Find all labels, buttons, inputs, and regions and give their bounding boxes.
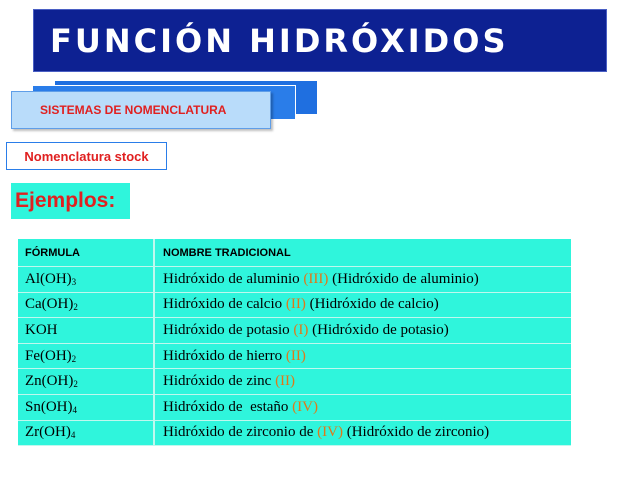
name-cell: [154, 420, 571, 446]
stock-label: Nomenclatura stock: [24, 148, 149, 164]
formula-base: Zr(OH): [25, 424, 71, 441]
formula-subscript: 2: [71, 353, 77, 364]
table-row: [18, 394, 571, 420]
hydroxides-table: [18, 239, 571, 446]
table-row: [18, 292, 571, 318]
formula-base: Sn(OH): [25, 398, 73, 415]
formula-subscript: 2: [73, 379, 78, 390]
formula-subscript: 2: [73, 302, 78, 313]
name-cell: [154, 292, 571, 318]
formula-cell: [18, 267, 154, 293]
systems-label: SISTEMAS DE NOMENCLATURA: [40, 103, 227, 117]
formula-cell: [18, 420, 154, 446]
name-alt-text: (Hidróxido de zirconio): [342, 424, 490, 441]
name-text: Hidróxido de calcio: [163, 296, 286, 313]
valence-text: (II): [275, 373, 296, 390]
formula-cell: [18, 343, 154, 369]
table-header-row: [18, 239, 571, 267]
name-cell: [154, 318, 571, 344]
page-title: FUNCIÓN HIDRÓXIDOS: [50, 21, 509, 60]
title-banner: [33, 9, 607, 72]
stock-label-box: [6, 142, 167, 170]
examples-label: Ejemplos:: [15, 189, 116, 212]
table-row: [18, 420, 571, 446]
name-text: Hidróxido de aluminio: [163, 270, 304, 287]
header-name: NOMBRE TRADICIONAL: [154, 239, 571, 267]
valence-text: (IV): [292, 398, 318, 415]
name-text: Hidróxido de potasio: [163, 321, 294, 338]
formula-cell: [18, 292, 154, 318]
valence-text: (III): [303, 270, 329, 287]
formula-base: Ca(OH): [25, 296, 74, 313]
formula-base: Zn(OH): [25, 373, 74, 390]
name-alt-text: (Hidróxido de aluminio): [328, 270, 479, 287]
systems-card: [11, 91, 271, 129]
table-row: [18, 267, 571, 293]
table-row: [18, 343, 571, 369]
valence-text: (II): [285, 347, 306, 364]
name-cell: [154, 394, 571, 420]
formula-cell: [18, 318, 154, 344]
name-cell: [154, 369, 571, 395]
valence-text: (I): [293, 321, 309, 338]
formula-cell: [18, 369, 154, 395]
formula-base: Al(OH): [25, 270, 72, 287]
table-row: [18, 318, 571, 344]
formula-subscript: 4: [72, 404, 77, 415]
name-alt-text: (Hidróxido de potasio): [308, 321, 449, 338]
name-text: Hidróxido de zirconio de: [163, 424, 318, 441]
name-cell: [154, 267, 571, 293]
header-formula: FÓRMULA: [18, 239, 154, 267]
valence-text: (II): [285, 296, 306, 313]
formula-subscript: 4: [70, 430, 76, 441]
formula-base: Fe(OH): [25, 347, 72, 364]
valence-text: (IV): [317, 424, 343, 441]
name-cell: [154, 343, 571, 369]
name-alt-text: (Hidróxido de calcio): [305, 296, 439, 313]
name-text: Hidróxido de hierro: [163, 347, 286, 364]
formula-subscript: 3: [71, 276, 77, 287]
name-text: Hidróxido de estaño: [163, 398, 293, 415]
examples-box: [11, 183, 130, 219]
formula-base: KOH: [25, 321, 58, 338]
table-row: [18, 369, 571, 395]
formula-cell: [18, 394, 154, 420]
name-text: Hidróxido de zinc: [163, 373, 276, 390]
